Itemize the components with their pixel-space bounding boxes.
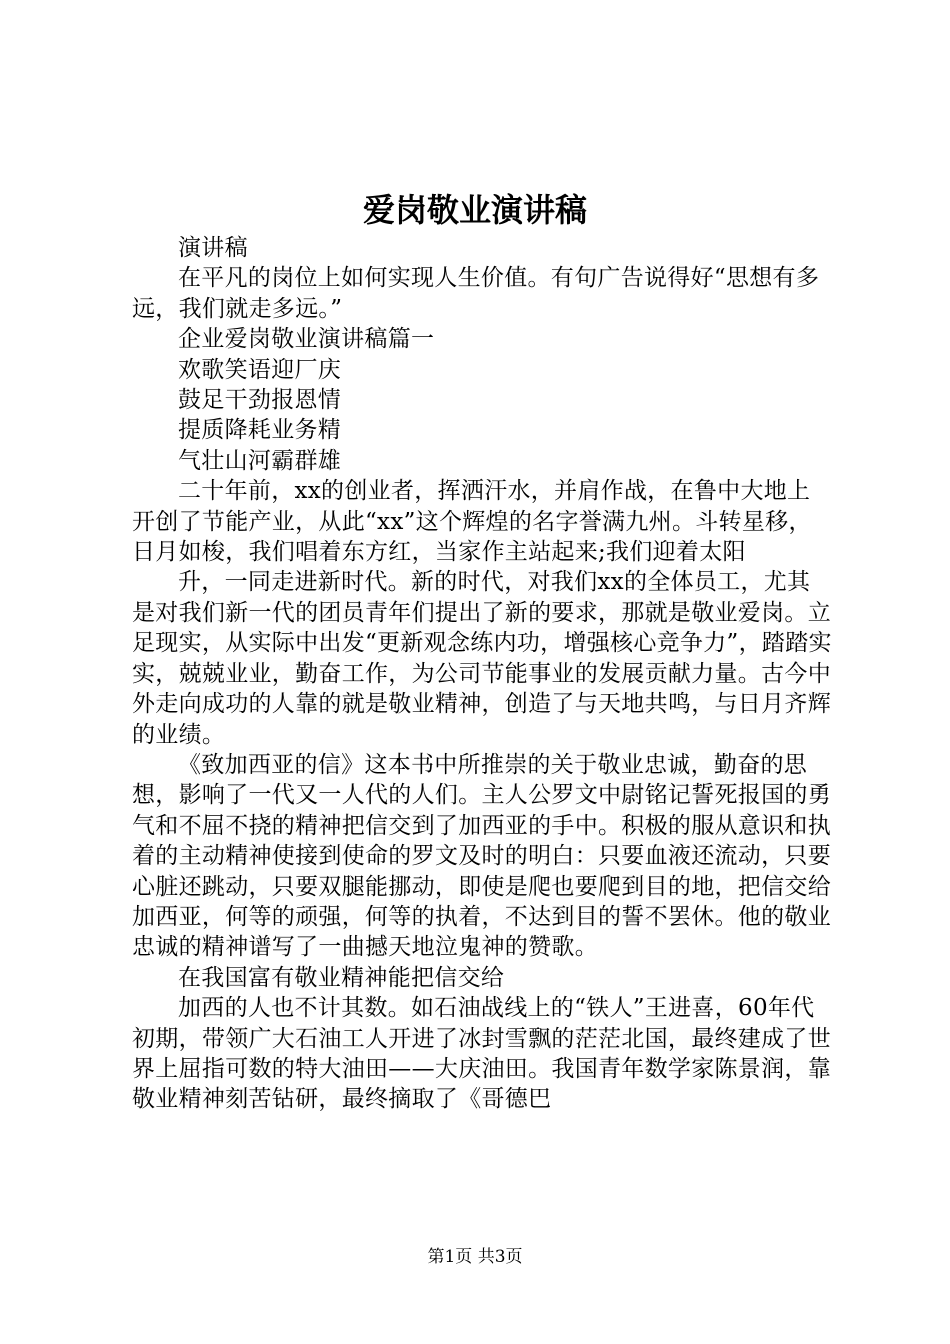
- paragraph: 在我国富有敬业精神能把信交给: [178, 964, 505, 991]
- paragraph: 欢歌笑语迎厂庆: [178, 356, 342, 383]
- paragraph: 《致加西亚的信》这本书中所推崇的关于敬业忠诚，勤奋的思想，影响了一代又一人代的人们。主人公罗文中尉铭记誓死报国的勇气和不屈不挠的精神把信交到了加西亚的手中。积极的服从意识和执着的主动精神使接到使命的罗文及时的明白：只要血液还流动，只要心脏还跳动，只要双腿能挪动，即使是爬也要爬到目的地，把信交给加西亚，何等的顽强，何等的执着，不达到目的誓不罢休。他的敬业忠诚的精神谱写了一曲撼天地泣鬼神的赞歌。: [132, 751, 831, 961]
- paragraph: 提质降耗业务精: [178, 417, 342, 444]
- paragraph: 企业爱岗敬业演讲稿篇一: [178, 326, 435, 353]
- paragraph: 鼓足干劲报恩情: [178, 387, 342, 414]
- document-body: [132, 233, 832, 1115]
- paragraph: 气壮山河霸群雄: [178, 447, 342, 474]
- paragraph: 加西的人也不计其数。如石油战线上的“铁人”王进喜，60年代初期，带领广大石油工人开进了冰封雪飘的茫茫北国，最终建成了世界上屈指可数的特大油田——大庆油田。我国青年数学家陈景润，靠敬业精神刻苦钻研，最终摘取了《哥德巴: [132, 995, 831, 1113]
- paragraph: 演讲稿: [178, 235, 248, 261]
- document-title: 爱岗敬业演讲稿: [362, 191, 587, 229]
- page-footer: 第1页 共3页: [427, 1247, 523, 1267]
- paragraph: 升，一同走进新时代。新的时代，对我们xx的全体员工，尤其是对我们新一代的团员青年们提出了新的要求，那就是敬业爱岗。立足现实，从实际中出发“更新观念练内功，增强核心竞争力”，踏踏实实，兢兢业业，勤奋工作，为公司节能事业的发展贡献力量。古今中外走向成功的人靠的就是敬业精神，创造了与天地共鸣，与日月齐辉的业绩。: [132, 569, 832, 748]
- paragraph: 二十年前，xx的创业者，挥洒汗水，并肩作战，在鲁中大地上开创了节能产业，从此“xx”这个辉煌的名字誉满九州。斗转星移，日月如梭，我们唱着东方红，当家作主站起来;我们迎着太阳: [132, 478, 812, 566]
- paragraph: 在平凡的岗位上如何实现人生价值。有句广告说得好“思想有多远，我们就走多远。”: [132, 265, 820, 322]
